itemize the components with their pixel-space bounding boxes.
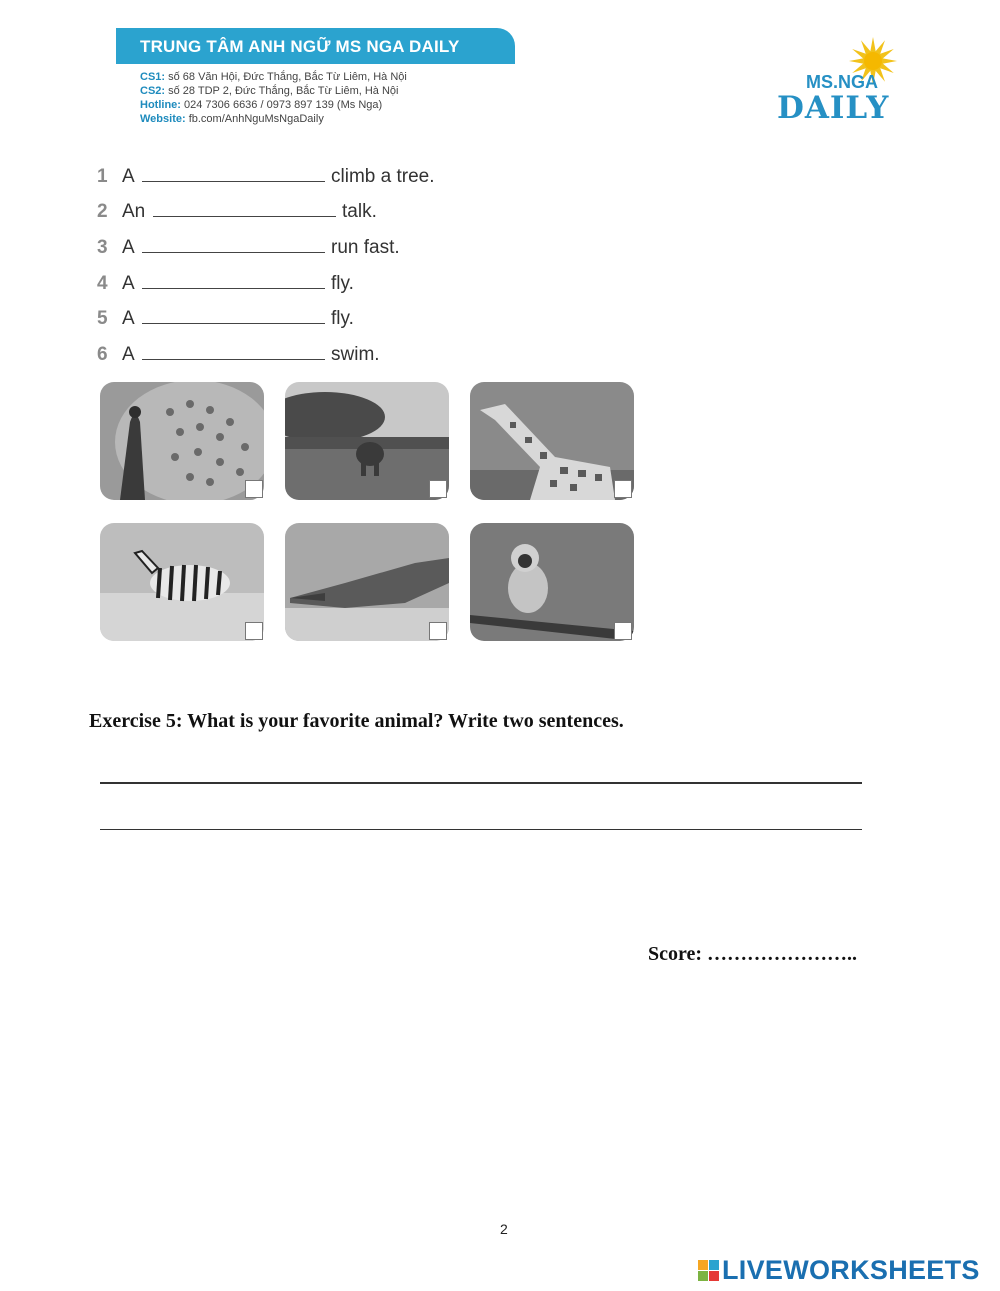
contact-line-cs1: CS1: số 68 Văn Hội, Đức Thắng, Bắc Từ Liêm, Hà Nội [140,71,407,83]
score-field: Score: ………………….. [648,943,858,965]
exercise-item-2: 2 An talk. [97,198,377,222]
elephant-photo [285,382,449,500]
liveworksheets-logo: LIVEWORKSHEETS [698,1255,980,1286]
giraffe-photo [470,382,634,500]
exercise-item-6: 6 A swim. [97,341,380,365]
liveworksheets-icon [698,1260,719,1281]
logo-text-msnga: MS.NGA [806,72,878,92]
center-title: TRUNG TÂM ANH NGỮ MS NGA DAILY [140,37,460,56]
page-number: 2 [500,1221,508,1237]
answer-blank-2[interactable] [153,198,336,217]
exercise5-prompt: Exercise 5: What is your favorite animal? Write two sentences. [89,710,624,732]
answer-blank-6[interactable] [142,341,325,360]
answer-checkbox-zebra[interactable] [245,622,263,640]
peacock-photo [100,382,264,500]
exercise-item-1: 1 A climb a tree. [97,163,434,187]
logo-text-daily: DAILY [777,90,890,126]
answer-blank-1[interactable] [142,163,325,182]
monkey-photo [470,523,634,641]
answer-checkbox-giraffe[interactable] [614,480,632,498]
exercise-item-3: 3 A run fast. [97,234,400,258]
contact-info [140,70,407,126]
contact-line-cs2: CS2: số 28 TDP 2, Đức Thắng, Bắc Từ Liêm, Hà Nội [140,85,399,97]
writing-line-1[interactable] [100,782,862,784]
zebra-photo [100,523,264,641]
answer-checkbox-monkey[interactable] [614,622,632,640]
answer-blank-3[interactable] [142,234,325,253]
answer-checkbox-crocodile[interactable] [429,622,447,640]
writing-line-2[interactable] [100,829,862,830]
answer-blank-5[interactable] [142,305,325,324]
answer-checkbox-elephant[interactable] [429,480,447,498]
crocodile-photo [285,523,449,641]
answer-blank-4[interactable] [142,270,325,289]
contact-line-website: Website: fb.com/AnhNguMsNgaDaily [140,113,324,125]
exercise-item-4: 4 A fly. [97,270,354,294]
answer-checkbox-peacock[interactable] [245,480,263,498]
exercise-item-5: 5 A fly. [97,305,354,329]
contact-line-hotline: Hotline: 024 7306 6636 / 0973 897 139 (Ms Nga) [140,99,383,111]
